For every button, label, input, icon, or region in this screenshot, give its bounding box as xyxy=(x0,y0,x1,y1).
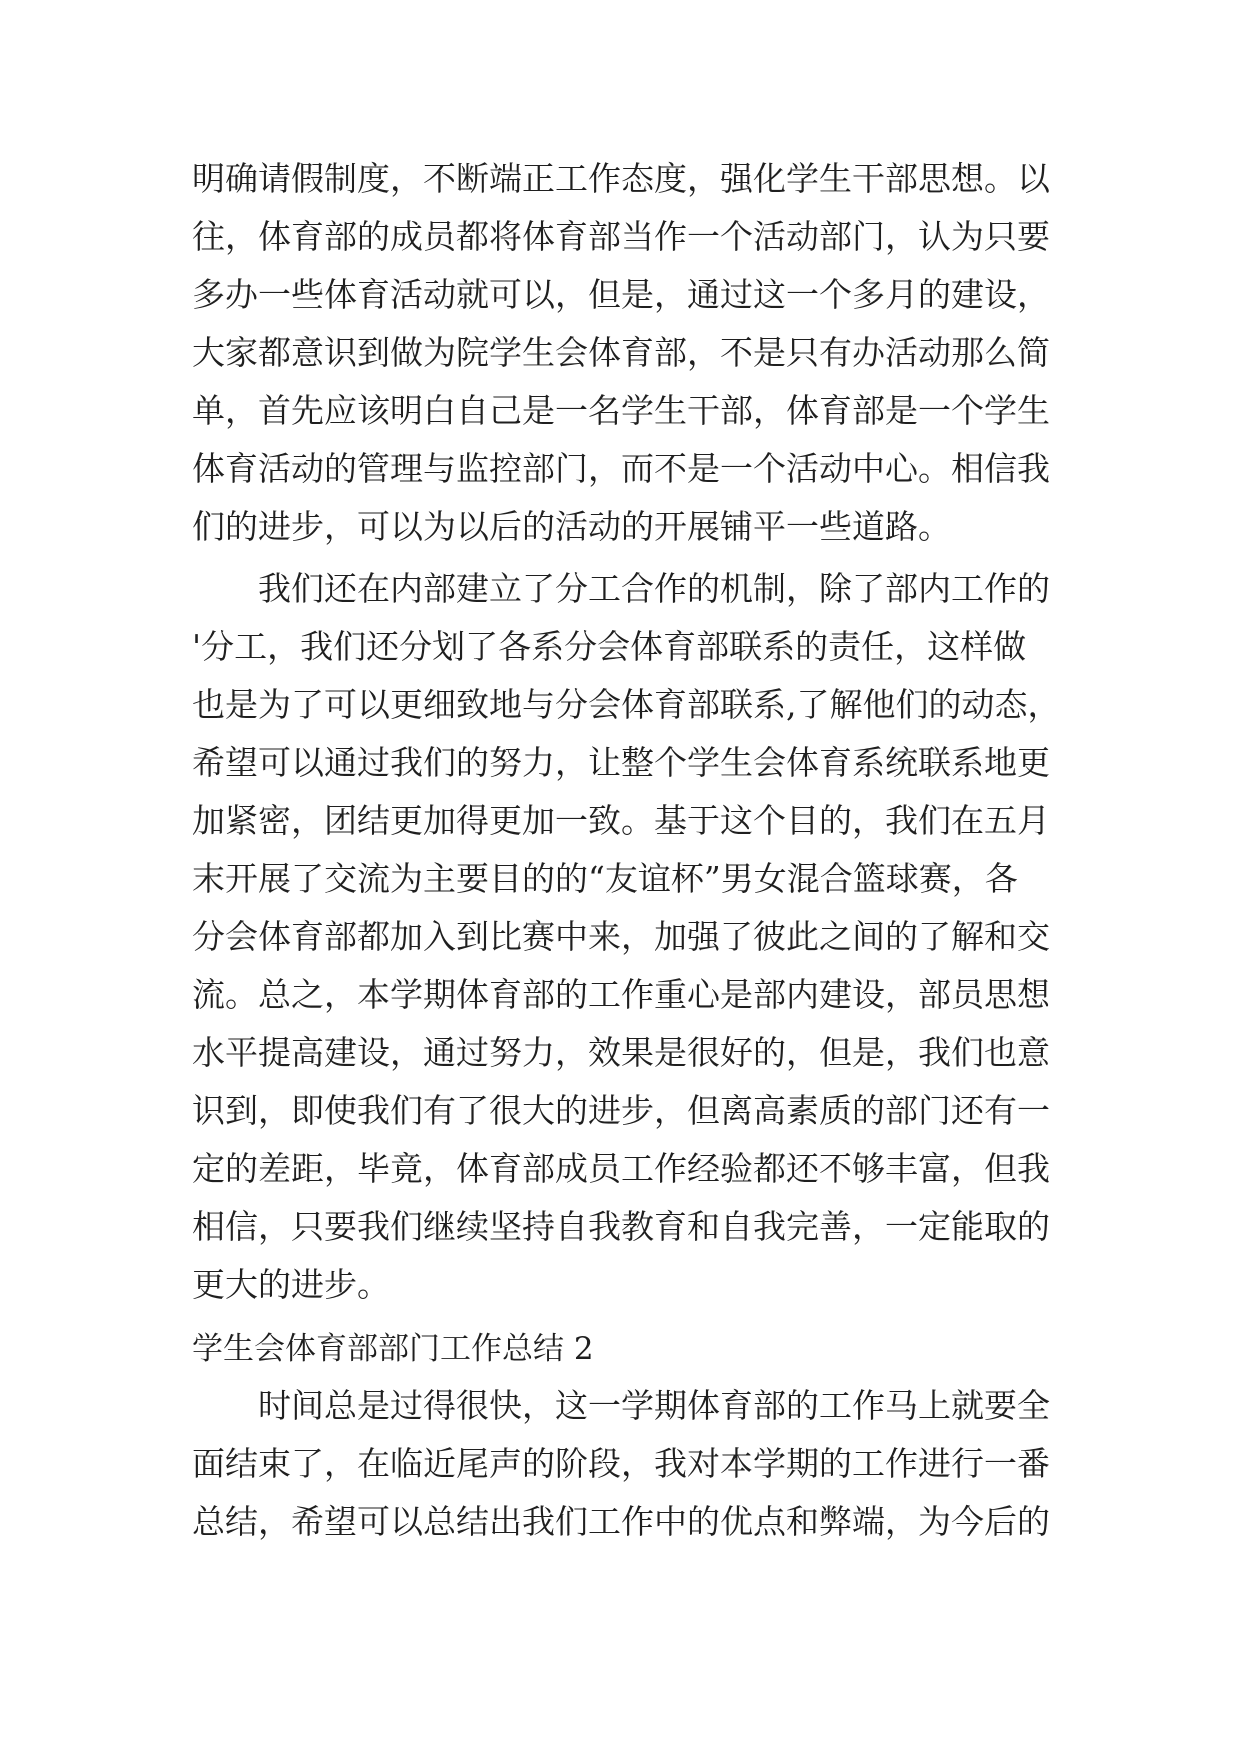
paragraph-line: 明确请假制度，不断端正工作态度，强化学生干部思想。以 xyxy=(192,159,1050,198)
paragraph-line: 定的差距，毕竟，体育部成员工作经验都还不够丰富，但我 xyxy=(192,1149,1050,1188)
paragraph-line: 水平提高建设，通过努力，效果是很好的，但是，我们也意 xyxy=(192,1033,1050,1072)
paragraph-3 xyxy=(192,1377,1060,1551)
paragraph-line: 更大的进步。 xyxy=(192,1265,390,1304)
paragraph-2 xyxy=(192,560,1060,1314)
paragraph-line: 末开展了交流为主要目的的“友谊杯”男女混合篮球赛，各 xyxy=(192,859,1018,898)
paragraph-line: 相信，只要我们继续坚持自我教育和自我完善，一定能取的 xyxy=(192,1207,1050,1246)
paragraph-line: 时间总是过得很快，这一学期体育部的工作马上就要全 xyxy=(258,1386,1050,1425)
paragraph-line: 面结束了，在临近尾声的阶段，我对本学期的工作进行一番 xyxy=(192,1444,1050,1483)
paragraph-line: 识到，即使我们有了很大的进步，但离高素质的部门还有一 xyxy=(192,1091,1050,1130)
paragraph-line: 大家都意识到做为院学生会体育部，不是只有办活动那么简 xyxy=(192,333,1050,372)
paragraph-line: 希望可以通过我们的努力，让整个学生会体育系统联系地更 xyxy=(192,743,1050,782)
section-heading xyxy=(192,1320,1060,1378)
paragraph-line: 流。总之，本学期体育部的工作重心是部内建设，部员思想 xyxy=(192,975,1050,1014)
paragraph-line: 加紧密，团结更加得更加一致。基于这个目的，我们在五月 xyxy=(192,801,1050,840)
paragraph-line: 分会体育部都加入到比赛中来，加强了彼此之间的了解和交 xyxy=(192,917,1050,956)
paragraph-line: 总结，希望可以总结出我们工作中的优点和弊端，为今后的 xyxy=(192,1502,1050,1541)
paragraph-line: '分工，我们还分划了各系分会体育部联系的责任，这样做 xyxy=(192,627,1027,666)
paragraph-line: 体育活动的管理与监控部门，而不是一个活动中心。相信我 xyxy=(192,449,1050,488)
paragraph-line: 我们还在内部建立了分工合作的机制，除了部内工作的 xyxy=(258,569,1050,608)
paragraph-line: 也是为了可以更细致地与分会体育部联系,了解他们的动态， xyxy=(192,685,1061,724)
paragraph-line: 往，体育部的成员都将体育部当作一个活动部门，认为只要 xyxy=(192,217,1050,256)
paragraph-line: 们的进步，可以为以后的活动的开展铺平一些道路。 xyxy=(192,507,951,546)
paragraph-line: 多办一些体育活动就可以，但是，通过这一个多月的建设， xyxy=(192,275,1050,314)
section-heading-text: 学生会体育部部门工作总结 2 xyxy=(192,1331,594,1367)
paragraph-1 xyxy=(192,150,1060,556)
paragraph-line: 单，首先应该明白自己是一名学生干部，体育部是一个学生 xyxy=(192,391,1050,430)
